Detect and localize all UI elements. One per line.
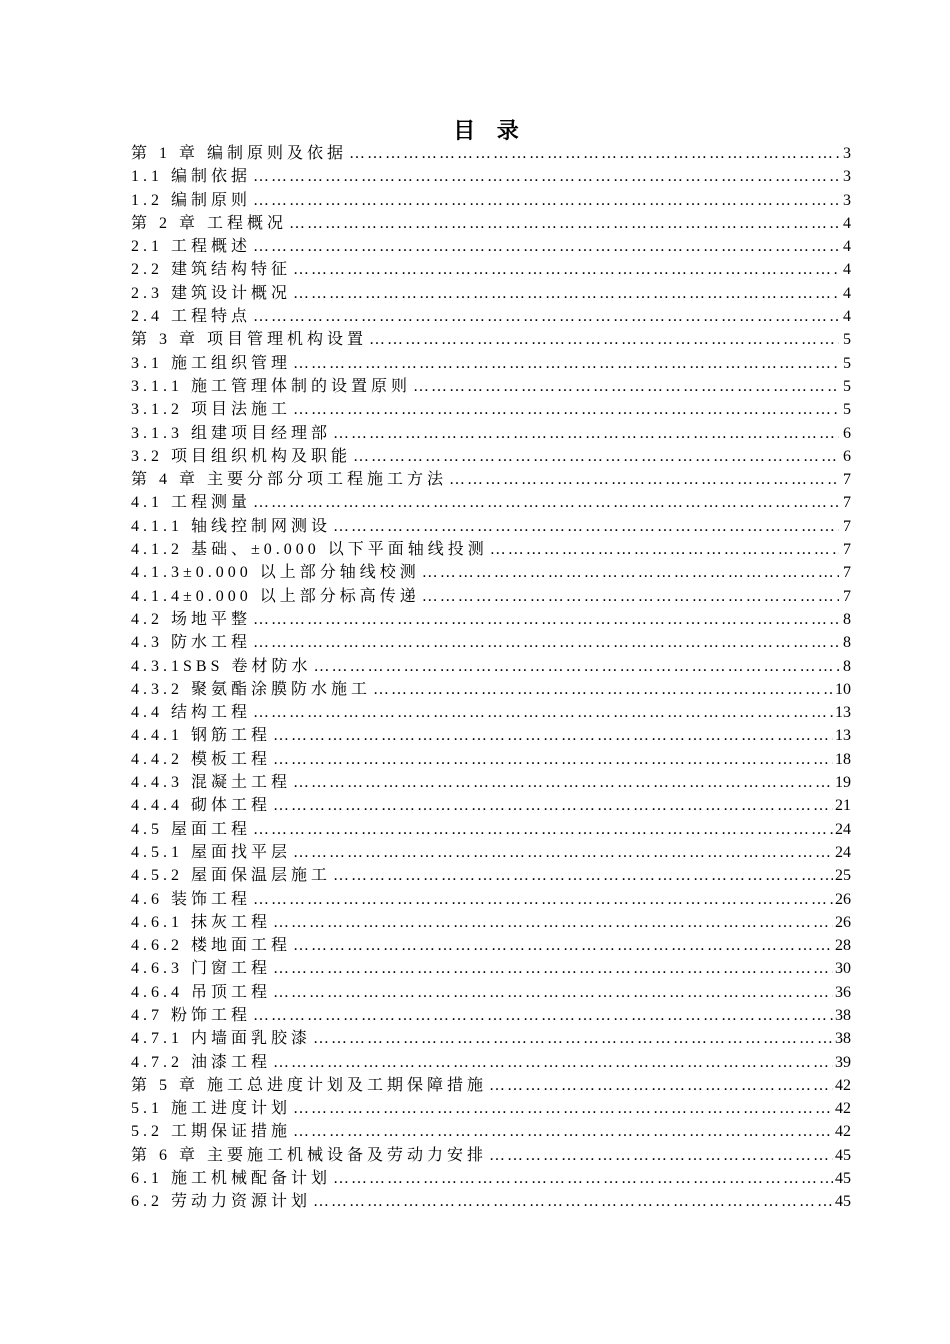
toc-entry-page-number: 8 xyxy=(843,610,851,628)
toc-entry[interactable] xyxy=(131,701,851,724)
toc-entry-page-number: 3 xyxy=(843,145,851,162)
toc-leader-dots xyxy=(253,888,833,911)
toc-entry-page-number: 5 xyxy=(843,401,851,419)
toc-entry-label: 4.1.1 轴线控制网测设 xyxy=(131,517,332,535)
toc-leader-dots xyxy=(273,794,833,817)
toc-entry-page-number: 38 xyxy=(835,1030,851,1048)
toc-entry-label: 3.1.3 组建项目经理部 xyxy=(131,424,332,442)
toc-entry-label: 第 4 章 主要分部分项工程施工方法 xyxy=(131,471,448,489)
toc-leader-dots xyxy=(490,538,839,561)
toc-entry-page-number: 45 xyxy=(835,1193,851,1211)
toc-entry[interactable] xyxy=(131,724,851,747)
toc-entry[interactable] xyxy=(131,957,851,980)
toc-entry[interactable] xyxy=(131,585,851,608)
toc-entry-label: 4.1 工程测量 xyxy=(131,494,252,512)
toc-entry-page-number: 6 xyxy=(843,424,851,442)
toc-entry-label: 6.1 施工机械配备计划 xyxy=(131,1170,332,1188)
toc-leader-dots xyxy=(293,1097,833,1120)
toc-entry-label: 4.4.2 模板工程 xyxy=(131,750,272,768)
toc-entry-page-number: 4 xyxy=(843,238,851,256)
toc-leader-dots xyxy=(253,608,839,631)
toc-entry-label: 4.2 场地平整 xyxy=(131,610,252,628)
toc-entry-page-number: 42 xyxy=(835,1123,851,1141)
toc-entry-page-number: 6 xyxy=(843,447,851,465)
toc-entry-label: 4.6 装饰工程 xyxy=(131,890,252,908)
toc-entry-page-number: 24 xyxy=(835,843,851,861)
toc-entry[interactable] xyxy=(131,771,851,794)
toc-entry-label: 1.2 编制原则 xyxy=(131,191,252,209)
toc-leader-dots xyxy=(373,678,833,701)
toc-entry-label: 3.1.2 项目法施工 xyxy=(131,401,292,419)
toc-leader-dots xyxy=(333,864,833,887)
toc-entry-label: 第 6 章 主要施工机械设备及劳动力安排 xyxy=(131,1146,488,1164)
toc-entry[interactable] xyxy=(131,1144,851,1167)
toc-entry[interactable] xyxy=(131,491,851,514)
toc-entry-page-number: 45 xyxy=(835,1170,851,1188)
toc-entry-page-number: 18 xyxy=(835,750,851,768)
toc-leader-dots xyxy=(289,212,839,235)
toc-entry-label: 第 5 章 施工总进度计划及工期保障措施 xyxy=(131,1076,488,1094)
toc-entry-label: 4.3.1SBS 卷材防水 xyxy=(131,657,312,675)
toc-entry-label: 第 3 章 项目管理机构设置 xyxy=(131,331,368,349)
toc-entry[interactable] xyxy=(131,748,851,771)
toc-entry[interactable] xyxy=(131,538,851,561)
toc-leader-dots xyxy=(253,491,839,514)
toc-entry-page-number: 4 xyxy=(843,261,851,279)
toc-entry-page-number: 5 xyxy=(843,331,851,349)
toc-entry-label: 2.4 工程特点 xyxy=(131,308,252,326)
toc-leader-dots xyxy=(413,375,839,398)
toc-leader-dots xyxy=(273,957,833,980)
toc-leader-dots xyxy=(273,911,833,934)
toc-leader-dots xyxy=(253,189,839,212)
toc-entry-label: 4.4 结构工程 xyxy=(131,704,252,722)
toc-entry-label: 4.6.3 门窗工程 xyxy=(131,960,272,978)
toc-entry-label: 第 2 章 工程概况 xyxy=(131,214,288,232)
toc-leader-dots xyxy=(273,981,833,1004)
toc-leader-dots xyxy=(273,748,833,771)
toc-entry-page-number: 10 xyxy=(835,680,851,698)
toc-entry-label: 4.7 粉饰工程 xyxy=(131,1006,252,1024)
toc-entry-page-number: 26 xyxy=(835,913,851,931)
toc-entry[interactable] xyxy=(131,818,851,841)
toc-entry-page-number: 42 xyxy=(835,1100,851,1118)
toc-entry-page-number: 28 xyxy=(835,937,851,955)
toc-entry-label: 3.1.1 施工管理体制的设置原则 xyxy=(131,377,412,395)
toc-entry-label: 4.4.3 混凝土工程 xyxy=(131,774,292,792)
toc-entry-label: 6.2 劳动力资源计划 xyxy=(131,1193,312,1211)
toc-leader-dots xyxy=(253,165,839,188)
toc-entry-label: 4.3.2 聚氨酯涂膜防水施工 xyxy=(131,680,372,698)
toc-entry[interactable] xyxy=(131,655,851,678)
toc-leader-dots xyxy=(253,631,839,654)
toc-entry-page-number: 7 xyxy=(843,494,851,512)
toc-entry[interactable] xyxy=(131,911,851,934)
toc-entry[interactable] xyxy=(131,375,851,398)
toc-leader-dots xyxy=(253,818,833,841)
toc-entry[interactable] xyxy=(131,1004,851,1027)
toc-entry-page-number: 24 xyxy=(835,820,851,838)
toc-entry-page-number: 38 xyxy=(835,1006,851,1024)
toc-entry[interactable] xyxy=(131,398,851,421)
toc-entry-page-number: 30 xyxy=(835,960,851,978)
toc-entry-page-number: 4 xyxy=(843,284,851,302)
toc-entry-label: 2.3 建筑设计概况 xyxy=(131,284,292,302)
toc-entry[interactable] xyxy=(131,165,851,188)
toc-entry-page-number: 7 xyxy=(843,517,851,535)
toc-entry-page-number: 7 xyxy=(843,541,851,559)
toc-entry-page-number: 7 xyxy=(843,471,851,489)
toc-leader-dots xyxy=(349,142,839,165)
toc-leader-dots xyxy=(293,771,833,794)
toc-entry[interactable] xyxy=(131,1027,851,1050)
toc-entry[interactable] xyxy=(131,468,851,491)
toc-leader-dots xyxy=(313,655,839,678)
toc-leader-dots xyxy=(293,398,839,421)
toc-entry-label: 4.4.4 砌体工程 xyxy=(131,797,272,815)
toc-entry[interactable] xyxy=(131,1167,851,1190)
toc-entry[interactable] xyxy=(131,1074,851,1097)
toc-entry-label: 2.2 建筑结构特征 xyxy=(131,261,292,279)
toc-entry-page-number: 19 xyxy=(835,774,851,792)
toc-leader-dots xyxy=(369,328,839,351)
toc-entry[interactable] xyxy=(131,631,851,654)
toc-entry-label: 1.1 编制依据 xyxy=(131,168,252,186)
toc-leader-dots xyxy=(253,305,839,328)
toc-entry[interactable] xyxy=(131,934,851,957)
toc-entry[interactable] xyxy=(131,282,851,305)
toc-leader-dots xyxy=(293,1120,833,1143)
toc-entry-label: 5.1 施工进度计划 xyxy=(131,1100,292,1118)
toc-leader-dots xyxy=(293,934,833,957)
toc-leader-dots xyxy=(273,1051,833,1074)
toc-leader-dots xyxy=(333,515,839,538)
toc-title: 目 录 xyxy=(453,118,527,143)
toc-entry-label: 3.2 项目组织机构及职能 xyxy=(131,447,352,465)
toc-leader-dots xyxy=(253,1004,833,1027)
toc-entry-label: 4.5 屋面工程 xyxy=(131,820,252,838)
toc-entry-page-number: 7 xyxy=(843,587,851,605)
toc-entry-page-number: 45 xyxy=(835,1146,851,1164)
toc-entry-page-number: 21 xyxy=(835,797,851,815)
toc-leader-dots xyxy=(489,1074,833,1097)
toc-entry[interactable] xyxy=(131,305,851,328)
toc-entry-label: 4.7.2 油漆工程 xyxy=(131,1053,272,1071)
toc-entry-label: 4.1.4±0.000 以上部分标高传递 xyxy=(131,587,420,605)
toc-leader-dots xyxy=(253,235,839,258)
toc-entry-page-number: 13 xyxy=(835,704,851,722)
toc-entry-label: 第 1 章 编制原则及依据 xyxy=(131,145,348,162)
toc-entry-label: 4.6.4 吊顶工程 xyxy=(131,983,272,1001)
toc-entry-label: 4.7.1 内墙面乳胶漆 xyxy=(131,1030,312,1048)
toc-leader-dots xyxy=(422,561,839,584)
toc-entry-page-number: 4 xyxy=(843,214,851,232)
toc-entry-label: 4.5.2 屋面保温层施工 xyxy=(131,867,332,885)
toc-leader-dots xyxy=(353,445,839,468)
toc-entry-label: 4.5.1 屋面找平层 xyxy=(131,843,292,861)
toc-entry-label: 4.3 防水工程 xyxy=(131,634,252,652)
toc-entry[interactable] xyxy=(131,445,851,468)
toc-leader-dots xyxy=(293,352,839,375)
toc-entry[interactable] xyxy=(131,981,851,1004)
toc-entry-label: 4.4.1 钢筋工程 xyxy=(131,727,272,745)
toc-entry[interactable] xyxy=(131,1190,851,1213)
toc-leader-dots xyxy=(422,585,839,608)
toc-leader-dots xyxy=(313,1190,833,1213)
toc-entry-label: 4.1.3±0.000 以上部分轴线校测 xyxy=(131,564,420,582)
toc-entry[interactable] xyxy=(131,422,851,445)
toc-entry[interactable] xyxy=(131,258,851,281)
toc-entry-label: 5.2 工期保证措施 xyxy=(131,1123,292,1141)
toc-leader-dots xyxy=(293,258,839,281)
toc-entry-label: 2.1 工程概述 xyxy=(131,238,252,256)
toc-entry[interactable] xyxy=(131,328,851,351)
toc-leader-dots xyxy=(333,422,839,445)
toc-entry[interactable] xyxy=(131,189,851,212)
toc-entry[interactable] xyxy=(131,841,851,864)
toc-entry-page-number: 42 xyxy=(835,1076,851,1094)
toc-entry-page-number: 8 xyxy=(843,657,851,675)
toc-entry[interactable] xyxy=(131,1097,851,1120)
table-of-contents xyxy=(131,142,851,1214)
toc-entry-page-number: 7 xyxy=(843,564,851,582)
toc-entry-page-number: 5 xyxy=(843,354,851,372)
toc-entry-page-number: 3 xyxy=(843,168,851,186)
toc-entry-page-number: 4 xyxy=(843,308,851,326)
toc-leader-dots xyxy=(293,282,839,305)
toc-leader-dots xyxy=(489,1144,833,1167)
toc-entry[interactable] xyxy=(131,515,851,538)
toc-entry[interactable] xyxy=(131,352,851,375)
toc-entry-page-number: 5 xyxy=(843,377,851,395)
toc-entry[interactable] xyxy=(131,142,851,165)
toc-entry-label: 4.1.2 基础、±0.000 以下平面轴线投测 xyxy=(131,541,488,559)
toc-entry-label: 4.6.1 抹灰工程 xyxy=(131,913,272,931)
toc-entry[interactable] xyxy=(131,864,851,887)
toc-entry-page-number: 39 xyxy=(835,1053,851,1071)
toc-entry[interactable] xyxy=(131,235,851,258)
toc-entry[interactable] xyxy=(131,888,851,911)
toc-entry[interactable] xyxy=(131,1120,851,1143)
toc-entry[interactable] xyxy=(131,212,851,235)
toc-entry-label: 3.1 施工组织管理 xyxy=(131,354,292,372)
toc-entry-page-number: 13 xyxy=(835,727,851,745)
toc-leader-dots xyxy=(273,724,833,747)
toc-entry-page-number: 25 xyxy=(835,867,851,885)
toc-entry[interactable] xyxy=(131,678,851,701)
toc-leader-dots xyxy=(449,468,839,491)
toc-leader-dots xyxy=(333,1167,833,1190)
toc-entry[interactable] xyxy=(131,794,851,817)
toc-entry-label: 4.6.2 楼地面工程 xyxy=(131,937,292,955)
toc-entry[interactable] xyxy=(131,561,851,584)
toc-entry-page-number: 36 xyxy=(835,983,851,1001)
toc-leader-dots xyxy=(293,841,833,864)
toc-entry-page-number: 26 xyxy=(835,890,851,908)
toc-entry[interactable] xyxy=(131,608,851,631)
toc-entry-page-number: 3 xyxy=(843,191,851,209)
toc-entry[interactable] xyxy=(131,1051,851,1074)
toc-leader-dots xyxy=(313,1027,833,1050)
toc-entry-page-number: 8 xyxy=(843,634,851,652)
toc-leader-dots xyxy=(253,701,833,724)
